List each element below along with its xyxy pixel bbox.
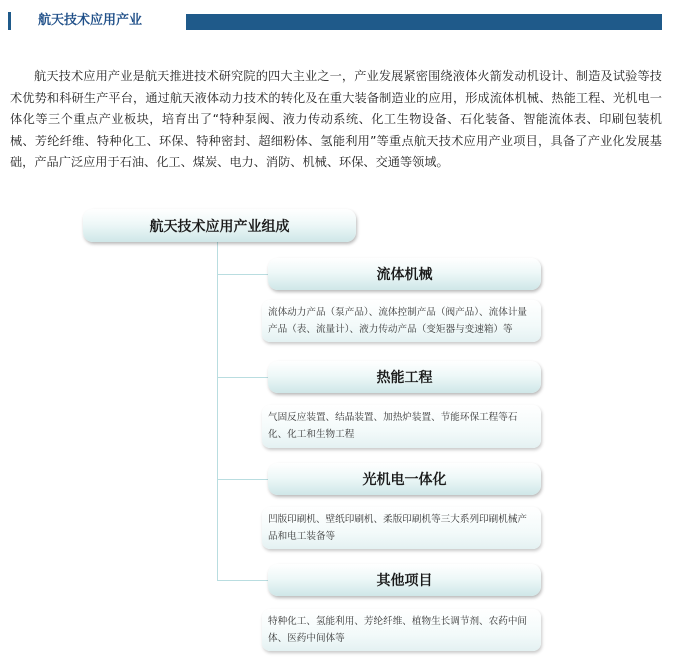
connector-trunk <box>217 242 218 581</box>
diagram-root-box: 航天技术应用产业组成 <box>83 209 356 242</box>
category-other-projects: 其他项目 <box>268 564 541 596</box>
category-other-projects-desc: 特种化工、氢能利用、芳纶纤维、植物生长调节剂、农药中间体、医药中间体等 <box>262 609 541 651</box>
intro-paragraph: 航天技术应用产业是航天推进技术研究院的四大主业之一，产业发展紧密围绕液体火箭发动机设计、制造及试验等技术优势和科研生产平台，通过航天液体动力技术的转化及在重大装备制造业的应用，形成流体机械、热能工程、光机电一体化等三个重点产业板块，培育出了“特种泵阀、液力传动系统、化工生物设备、石化装备、智能流体表、印刷包装机械、芳纶纤维、特种化工、环保、特种密封、超细粉体、氢能利用”等重点航天技术应用产业项目，具备了产业化发展基础，产品广泛应用于石油、化工、煤炭、电力、消防、机械、环保、交通等领域。 <box>10 69 662 169</box>
category-thermal-engineering: 热能工程 <box>268 361 541 393</box>
category-fluid-machinery-desc: 流体动力产品（泵产品）、流体控制产品（阀产品）、流体计量产品（表、流量计）、液力传动产品（变矩器与变速箱）等 <box>262 300 541 342</box>
section-title: 航天技术应用产业 <box>38 13 143 28</box>
connector-branch-4 <box>217 580 268 581</box>
connector-branch-3 <box>217 479 268 480</box>
category-thermal-engineering-desc: 气固反应装置、结晶装置、加热炉装置、节能环保工程等石化、化工和生物工程 <box>262 405 541 448</box>
category-optomechatronics-desc: 凹版印刷机、壁纸印刷机、柔版印刷机等三大系列印刷机械产品和电工装备等 <box>262 507 541 549</box>
category-fluid-machinery: 流体机械 <box>268 258 541 290</box>
category-optomechatronics: 光机电一体化 <box>268 463 541 495</box>
connector-branch-2 <box>217 377 268 378</box>
connector-branch-1 <box>217 274 268 275</box>
